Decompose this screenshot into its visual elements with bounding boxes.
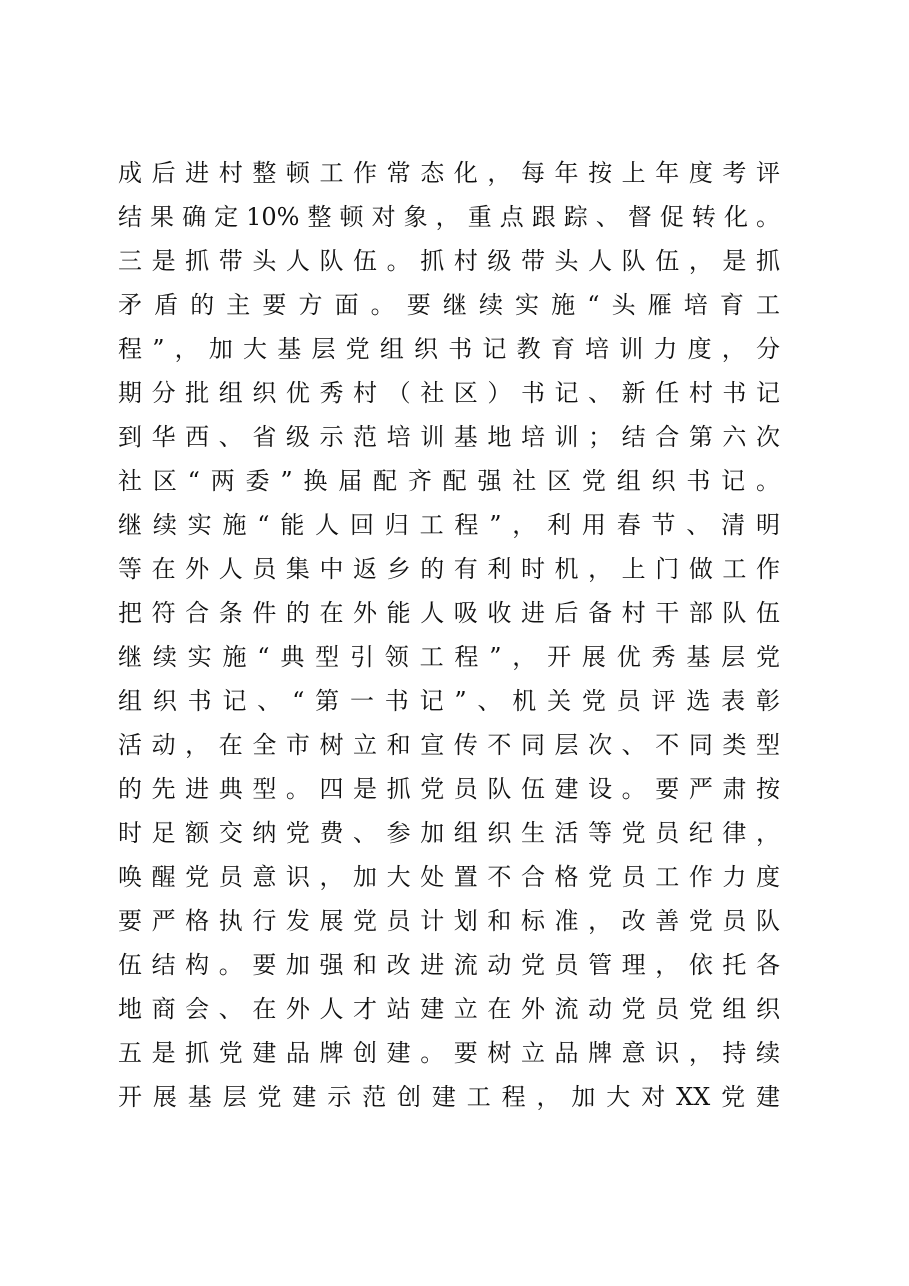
text-line: 要严格执行发展党员计划和标准，改善党员队 [118, 907, 780, 935]
text-line: 的先进典型。四是抓党员队伍建设。要严肃按 [118, 775, 780, 803]
text-line: 五是抓党建品牌创建。要树立品牌意识，持续 [118, 1039, 780, 1067]
text-line: 到华西、省级示范培训基地培训；结合第六次 [118, 423, 780, 451]
text-line: 活动，在全市树立和宣传不同层次、不同类型 [118, 731, 780, 759]
text-line: 开展基层党建示范创建工程，加大对XX党建 [118, 1083, 780, 1111]
text-line: 时足额交纳党费、参加组织生活等党员纪律， [118, 819, 780, 847]
text-line: 三是抓带头人队伍。抓村级带头人队伍，是抓 [118, 247, 780, 275]
text-line: 社区“两委”换届配齐配强社区党组织书记。 [118, 467, 780, 495]
text-line: 成后进村整顿工作常态化，每年按上年度考评 [118, 159, 780, 187]
text-line: 结果确定10%整顿对象，重点跟踪、督促转化。 [118, 203, 780, 231]
text-line: 矛盾的主要方面。要继续实施“头雁培育工 [118, 291, 780, 319]
text-line: 程”，加大基层党组织书记教育培训力度，分 [118, 335, 780, 363]
body-text [118, 151, 780, 1119]
text-line: 继续实施“能人回归工程”，利用春节、清明 [118, 511, 780, 539]
text-line: 把符合条件的在外能人吸收进后备村干部队伍 [118, 599, 780, 627]
text-line: 等在外人员集中返乡的有利时机，上门做工作 [118, 555, 780, 583]
text-line: 继续实施“典型引领工程”，开展优秀基层党 [118, 643, 780, 671]
text-line: 唤醒党员意识，加大处置不合格党员工作力度 [118, 863, 780, 891]
text-line: 伍结构。要加强和改进流动党员管理，依托各 [118, 951, 780, 979]
text-line: 期分批组织优秀村（社区）书记、新任村书记 [118, 379, 780, 407]
text-line: 组织书记、“第一书记”、机关党员评选表彰 [118, 687, 780, 715]
text-line: 地商会、在外人才站建立在外流动党员党组织 [118, 995, 780, 1023]
